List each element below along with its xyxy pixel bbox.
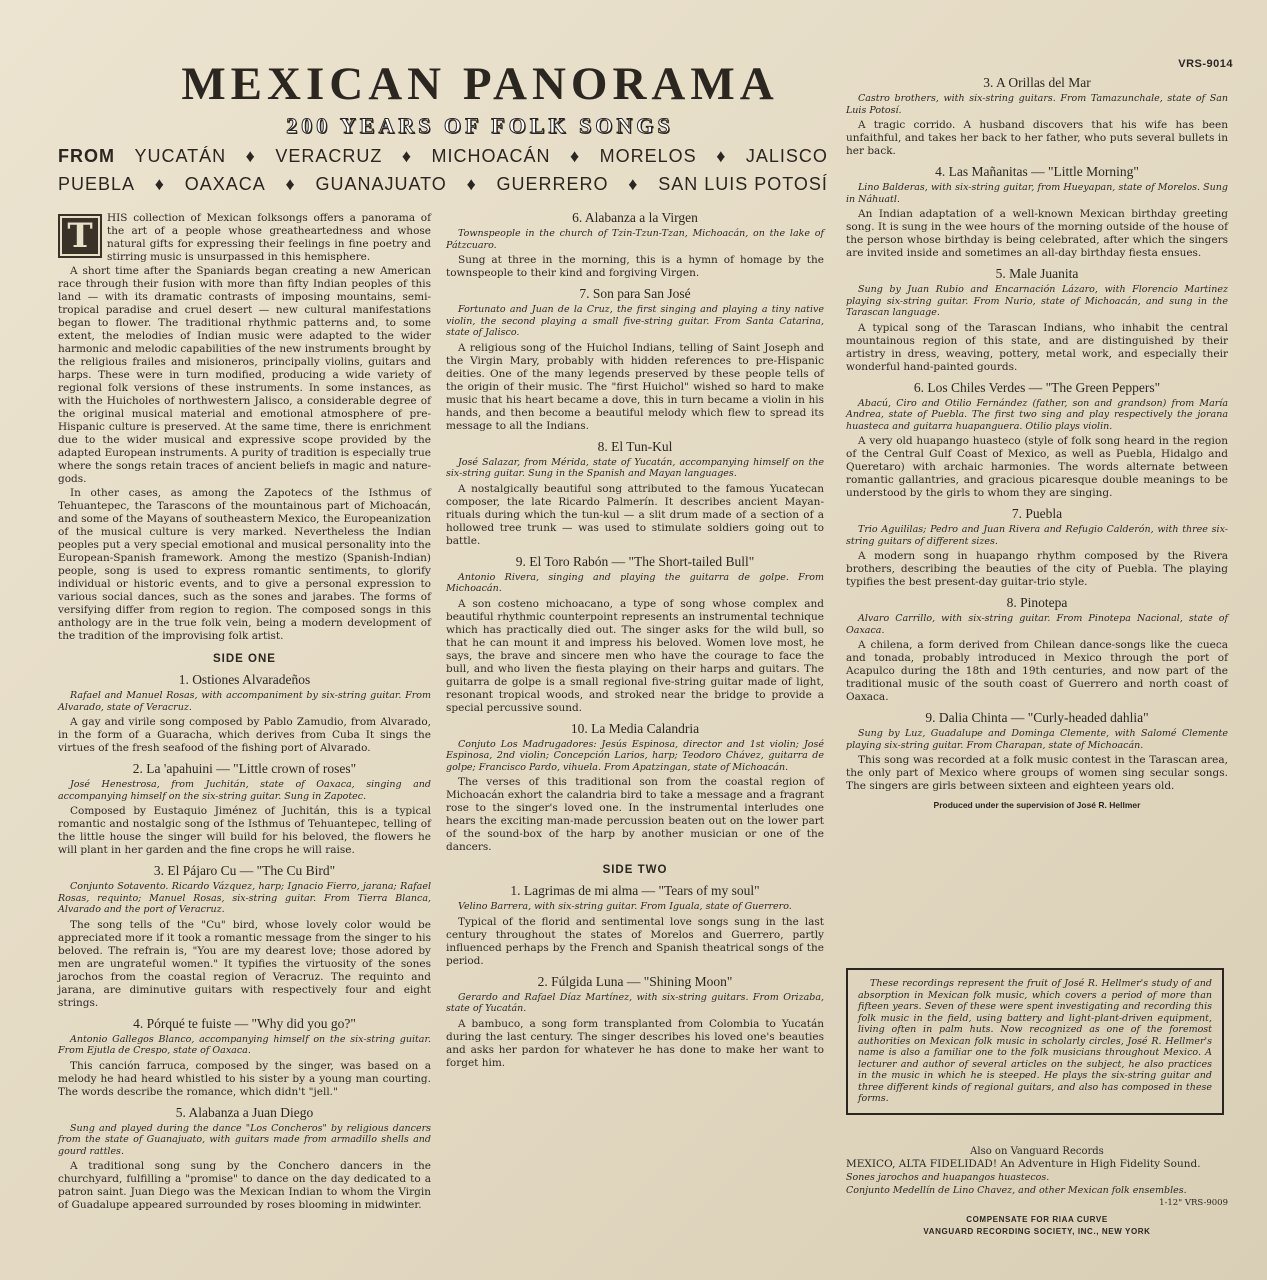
also-ref: 1-12" VRS-9009 xyxy=(1159,1198,1228,1208)
song-credit: Conjunto Sotavento. Ricardo Vázquez, harp; Ignacio Fierro, jarana; Rafael Rosas, requinto; Manuel Rosas, six-string guitar. From Tierra Blanca, Alvarado and the port of Veracruz. xyxy=(58,881,431,915)
diamond-icon: ♦ xyxy=(401,146,413,166)
diamond-icon: ♦ xyxy=(570,146,581,166)
song-credit: Antonio Gallegos Blanco, accompanying himself on the six-string guitar. From Ejutla de Crespo, state of Oaxaca. xyxy=(58,1033,431,1056)
footer-riaa: COMPENSATE FOR RIAA CURVE xyxy=(966,1215,1108,1224)
region-item: GUANAJUATO xyxy=(315,174,447,194)
producer-bio-box xyxy=(846,968,1224,1115)
regions-from: FROM xyxy=(58,146,115,166)
produced-by: Produced under the supervision of José R. Hellmer xyxy=(933,800,1141,810)
song-title: 3. A Orillas del Mar xyxy=(983,75,1091,90)
intro-paragraph: A short time after the Spaniards began creating a new American race through their fusion with more than fifty Indian peoples of this land — with its dramatic contrasts of imposing mountains, semi-tropical paradise and cruel desert — new cultural manifestations began to flower. The traditional rhythmic patterns and, to some extent, the melodies of Indian music were adapted to the wider harmonic and melodic capabilities of the new instruments brought by the religious frailes and misioneros, principally violins, guitars and harps. These were in turn modified, producing a wide variety of regional folk versions of these instruments. In some instances, as with the Huicholes of northwestern Jalisco, a considerable degree of the original musical material and emotional atmosphere of pre-Hispanic culture is preserved. At the same time, there is enrichment due to the wider musical and expressive scope provided by the adapted European instruments. A purity of tradition is especially true where the songs retain traces of ancient beliefs in magic and nature-gods. xyxy=(58,265,431,485)
song-description: A nostalgically beautiful song attributed to the famous Yucatecan composer, the late Ricardo Palmerín. It describes ancient Mayan-rituals during which the tun-kul — a slit drum made of a section of a hollowed tree trunk — was used to stimulate soldiers going out to battle. xyxy=(446,482,824,547)
song-credit: Abacú, Ciro and Otilio Fernández (father, son and grandson) from María Andrea, state of Puebla. The first two sing and play respectively the jorana huasteca and guitarra huapanguera. Otilio plays violin. xyxy=(846,397,1228,432)
song-title: 5. Alabanza a Juan Diego xyxy=(175,1104,314,1120)
song-credit: Conjuto Los Madrugadores: Jesús Espinosa, director and 1st violin; José Espinosa, 2nd violin; Concepción Larios, harp; Teodoro Chávez, guitarra de golpe; Francisco Pardo, vihuela. From Apatzingan, state of Michoacán. xyxy=(446,738,824,773)
song-description: A bambuco, a song form transplanted from Colombia to Yucatán during the last century. The singer describes his loved one's beauties and asks her pardon for whatever he has done to make her want to forget him. xyxy=(446,1017,824,1069)
song-title: 10. La Media Calandria xyxy=(570,720,700,736)
song-credit: Antonio Rivera, singing and playing the guitarra de golpe. From Michoacán. xyxy=(446,571,824,594)
also-on-vanguard xyxy=(846,1145,1228,1238)
song-description: A traditional song sung by the Conchero dancers in the churchyard, fulfilling a "promise" to dance on the day dedicated to a patron saint. Juan Diego was the Mexican Indian to whom the Virgin of Guadalupe appeared surrounded by roses blooming in midwinter. xyxy=(58,1160,431,1211)
diamond-icon: ♦ xyxy=(466,174,477,194)
diamond-icon: ♦ xyxy=(716,146,727,166)
song-description: A modern song in huapango rhythm composed by the Rivera brothers, describing the beauties of the city of Puebla. The playing typifies the best present-day guitar-trio style. xyxy=(846,550,1228,588)
song-entry xyxy=(846,165,1228,260)
also-line: Sones jarochos and huapangos huastecos. xyxy=(846,1172,1050,1183)
song-description: This canción farruca, composed by the singer, was based on a melody he had heard whistled to his sister by a young man courting. The words describe the romance, which didn't "jell." xyxy=(58,1059,431,1098)
song-description: A tragic corrido. A husband discovers that his wife has been unfaithful, and takes her back to her father, who puts several bullets in her back. xyxy=(846,119,1228,157)
song-description: The song tells of the "Cu" bird, whose lovely color would be appreciated more if it took a romantic message from the singer to his beloved. The refrain is, "You are my dearest love; those adored by men are ungrateful women." It typifies the virtuosity of the sones jarochos from the coastal region of Veracruz. The requinto and jarana, are diminutive guitars with respectively four and eight strings. xyxy=(58,918,431,1009)
region-item: OAXACA xyxy=(184,174,266,194)
column-right xyxy=(846,76,1228,818)
song-credit: José Henestrosa, from Juchitán, state of Oaxaca, singing and accompanying himself on the six-string guitar. Sung in Zapotec. xyxy=(58,779,431,802)
song-entry xyxy=(446,287,824,433)
song-credit: Alvaro Carrillo, with six-string guitar. From Pinotepa Nacional, state of Oaxaca. xyxy=(846,613,1228,636)
also-heading: Also on Vanguard Records xyxy=(970,1146,1104,1157)
song-credit: Sung by Juan Rubio and Encarnación Lázaro, with Florencio Martinez playing six-string guitar. From Nurio, state of Michoacán, and sung in the Tarascan language. xyxy=(846,284,1228,318)
regions-row-2 xyxy=(58,174,828,195)
song-credit: Castro brothers, with six-string guitars. From Tamazunchale, state of San Luis Potosí. xyxy=(846,93,1228,116)
song-credit: Townspeople in the church of Tzin-Tzun-Tzan, Michoacán, on the lake of Pátzcuaro. xyxy=(446,228,824,251)
song-credit: Velino Barrera, with six-string guitar. From Iguala, state of Guerrero. xyxy=(458,901,792,912)
song-title: 9. Dalia Chinta — "Curly-headed dahlia" xyxy=(925,710,1149,725)
song-title: 3. El Pájaro Cu — "The Cu Bird" xyxy=(153,863,336,878)
song-entry xyxy=(846,596,1228,704)
diamond-icon: ♦ xyxy=(285,174,296,194)
song-description: A religious song of the Huichol Indians, telling of Saint Joseph and the Virgin Mary, probably with hidden references to pre-Hispanic deities. One of the many legends preserved by these people tells of the origin of their music. The "first Huichol" wished so hard to make music that his heart became a dove, this in turn became a violin in his hands, and then become a beautiful melody which flew to spread its message to all the Indians. xyxy=(446,341,824,432)
region-item: YUCATÁN xyxy=(134,146,227,166)
song-credit: Sung by Luz, Guadalupe and Dominga Clemente, with Salomé Clemente playing six-string guitar. From Charapan, state of Michoacán. xyxy=(846,728,1228,751)
song-entry xyxy=(846,267,1228,374)
intro-paragraph: HIS collection of Mexican folksongs offers a panorama of the art of a people whose greatheartedness and whose natural gifts for expressing their feelings in fine poetry and stirring music is unsurpassed in this hemisphere. xyxy=(107,212,431,263)
song-credit: Gerardo and Rafael Díaz Martínez, with six-string guitars. From Orizaba, state of Yucatán. xyxy=(446,991,824,1014)
song-credit: José Salazar, from Mérida, state of Yucatán, accompanying himself on the six-string guitar. Sung in the Spanish and Mayan languages. xyxy=(446,456,824,479)
song-description: A typical song of the Tarascan Indians, who inhabit the central mountainous region of this state, and are distinguished by their artistry in dress, weaving, pottery, metal work, and especially their wonderful hand-painted gourds. xyxy=(846,321,1228,373)
song-entry xyxy=(446,722,824,855)
song-entry xyxy=(58,1106,431,1213)
song-entry xyxy=(58,673,431,755)
region-item: GUERRERO xyxy=(496,174,609,194)
song-credit: Lino Balderas, with six-string guitar, from Hueyapan, state of Morelos. Sung in Náhuatl. xyxy=(846,182,1228,205)
side-two-heading: SIDE TWO xyxy=(602,864,668,876)
song-description: Composed by Eustaquio Jiménez of Juchitán, this is a typical romantic and nostalgic song of the Isthmus of Tehuantepec, telling of the little house the singer will build for his beloved, the flowers he will plant in her garden and the fine crops he will raise. xyxy=(58,805,431,856)
song-entry xyxy=(846,76,1228,158)
song-title: 8. Pinotepa xyxy=(1006,595,1068,610)
producer-bio-text: These recordings represent the fruit of José R. Hellmer's study of and absorption in Mexican folk music, which covers a period of more than fifteen years. Seven of these were spent investigating and recording this folk music in the field, using battery and light-plant-driven equipment, living often in palm huts. Now recognized as one of the foremost authorities on Mexican folk music in scholarly circles, José R. Hellmer's name is also a familiar one to the folk musicians throughout Mexico. A lecturer and author of several articles on the subject, he also practices in the music in which he is steeped. He plays the six-string guitar and three different kinds of regional guitars, and also has composed in these forms. xyxy=(858,978,1212,1104)
footer-publisher: VANGUARD RECORDING SOCIETY, INC., NEW YORK xyxy=(923,1227,1151,1236)
song-description: A chilena, a form derived from Chilean dance-songs like the cueca and tonada, probably introduced in Mexico through the port of Acapulco during the 18th and 19th centuries, and now part of the traditional music of the south coast of Guerrero and north coast of Oaxaca. xyxy=(846,639,1228,703)
region-item: JALISCO xyxy=(745,146,828,166)
diamond-icon: ♦ xyxy=(154,174,165,194)
song-credit: Sung and played during the dance "Los Concheros" by religious dancers from the state of Guanajuato, with guitars made from armadillo shells and gourd rattles. xyxy=(58,1122,431,1157)
song-entry xyxy=(446,440,824,548)
region-item: MORELOS xyxy=(599,146,697,166)
song-title: 2. Fúlgida Luna — "Shining Moon" xyxy=(537,973,733,989)
song-credit: Trio Aguililas; Pedro and Juan Rivera and Refugio Calderón, with three six-string guitars of different sizes. xyxy=(846,524,1228,547)
dropcap-ornament: T xyxy=(58,214,102,258)
song-title: 4. Las Mañanitas — "Little Morning" xyxy=(935,164,1139,179)
album-subtitle: 200 YEARS OF FOLK SONGS xyxy=(286,113,674,138)
song-entry xyxy=(846,507,1228,589)
song-title: 6. Los Chiles Verdes — "The Green Peppers" xyxy=(913,379,1161,395)
song-description: This song was recorded at a folk music contest in the Tarascan area, the only part of Mexico where groups of women sing secular songs. The singers are girls between sixteen and eighteen years old. xyxy=(846,754,1228,792)
song-title: 2. La 'apahuini — "Little crown of roses" xyxy=(132,761,357,776)
song-entry xyxy=(846,381,1228,501)
song-credit: Rafael and Manuel Rosas, with accompaniment by six-string guitar. From Alvarado, state of Veracruz. xyxy=(58,690,431,713)
song-title: 6. Alabanza a la Virgen xyxy=(572,210,698,225)
song-title: 1. Lagrimas de mi alma — "Tears of my soul" xyxy=(510,883,760,898)
song-entry xyxy=(446,975,824,1070)
song-title: 7. Puebla xyxy=(1011,506,1063,521)
song-entry xyxy=(846,711,1228,793)
column-middle xyxy=(446,204,824,1071)
song-entry xyxy=(446,211,824,280)
song-entry xyxy=(446,555,824,715)
song-title: 7. Son para San José xyxy=(579,286,691,301)
song-description: A gay and virile song composed by Pablo Zamudio, from Alvarado, in the form of a Guaracha, which derives from Cuba It sings the virtues of the fresh seafood of the fishing port of Alvarado. xyxy=(58,716,431,754)
song-title: 1. Ostiones Alvaradeños xyxy=(178,672,311,687)
song-title: 9. El Toro Rabón — "The Short-tailed Bull" xyxy=(515,553,755,569)
song-description: An Indian adaptation of a well-known Mexican birthday greeting song. It is sung in the wee hours of the morning outside of the house of the person whose birthday is being celebrated, after which the singers are invited inside and sometimes an all-day birthday fiesta ensues. xyxy=(846,208,1228,259)
song-title: 5. Male Juanita xyxy=(995,266,1079,281)
song-description: A very old huapango huasteco (style of folk song heard in the region of the Central Gulf Coast of Mexico, as well as Puebla, Hidalgo and Queretaro) with archaic harmonies. The words alternate between romantic gallantries, and gracious picaresque double meanings to be understood by the girls to whom they are singing. xyxy=(846,435,1228,499)
song-entry xyxy=(58,1017,431,1099)
song-title: 4. Pórqué te fuiste — "Why did you go?" xyxy=(133,1015,356,1031)
diamond-icon: ♦ xyxy=(628,174,639,194)
diamond-icon: ♦ xyxy=(245,146,256,166)
region-item: SAN LUIS POTOSÍ xyxy=(658,174,828,194)
also-line: Conjunto Medellín de Lino Chavez, and other Mexican folk ensembles. xyxy=(846,1185,1187,1196)
album-title: MEXICAN PANORAMA xyxy=(181,58,779,110)
song-entry xyxy=(58,762,431,857)
song-description: Typical of the florid and sentimental love songs sung in the last century throughout the states of Morelos and Guerrero, partly influenced perhaps by the French and Spanish theatrical songs of the period. xyxy=(446,915,824,967)
side-one-heading: SIDE ONE xyxy=(213,653,276,665)
intro-paragraph: In other cases, as among the Zapotecs of the Isthmus of Tehuantepec, the Tarascons of the mountainous part of Michoacán, and some of the Mayans of southeastern Mexico, the Europeanization of the musical culture is very marked. Nevertheless the Indian peoples put a very special emotional and musical personality into the European-Spanish framework. Among the mestizo (Spanish-Indian) people, song is used to express romantic sentiments, to glorify individual or historic events, and to give a personal expression to various social dances, such as the sones and jarabes. The forms of versifying differ from region to region. The composed songs in this anthology are in the true folk vein, being a modern development of the tradition of the improvising folk artist. xyxy=(58,487,431,642)
song-title: 8. El Tun-Kul xyxy=(597,438,673,454)
region-item: VERACRUZ xyxy=(275,146,383,166)
song-entry xyxy=(58,864,431,1010)
column-left xyxy=(58,212,431,1213)
song-description: The verses of this traditional son from the coastal region of Michoacán exhort the calandria bird to take a message and a fragrant rose to the singer's loved one. In the instrumental interludes one hears the exciting man-made percussion beaten out on the lower part of the sound-box of the harp by another musician or one of the dancers. xyxy=(446,776,824,853)
region-item: MICHOACÁN xyxy=(431,146,551,166)
region-item: PUEBLA xyxy=(58,174,136,194)
also-line: MEXICO, ALTA FIDELIDAD! An Adventure in High Fidelity Sound. xyxy=(846,1158,1201,1170)
song-credit: Fortunato and Juan de la Cruz, the first singing and playing a tiny native violin, the second playing a small five-string guitar. From Santa Catarina, state of Jalisco. xyxy=(446,304,824,338)
catalog-number: VRS-9014 xyxy=(1178,58,1233,70)
song-entry xyxy=(446,884,824,968)
song-description: A son costeno michoacano, a type of song whose complex and beautiful rhythmic counterpoint represents an instrumental technique which has practically died out. The singer asks for the wild bull, so that he can mount it and impress his beloved. Women love most, he says, the brave and sincere men who have the courage to face the bull, and who liven the fiesta playing on their harps and guitars. The guitarra de golpe is a small regional five-string guitar made of light, resonant tropical woods, and stroked near the bridge to provide a special percussive sound. xyxy=(446,597,824,714)
song-description: Sung at three in the morning, this is a hymn of homage by the townspeople to their kind and forgiving Virgen. xyxy=(446,254,824,279)
regions-row-1 xyxy=(58,146,828,167)
